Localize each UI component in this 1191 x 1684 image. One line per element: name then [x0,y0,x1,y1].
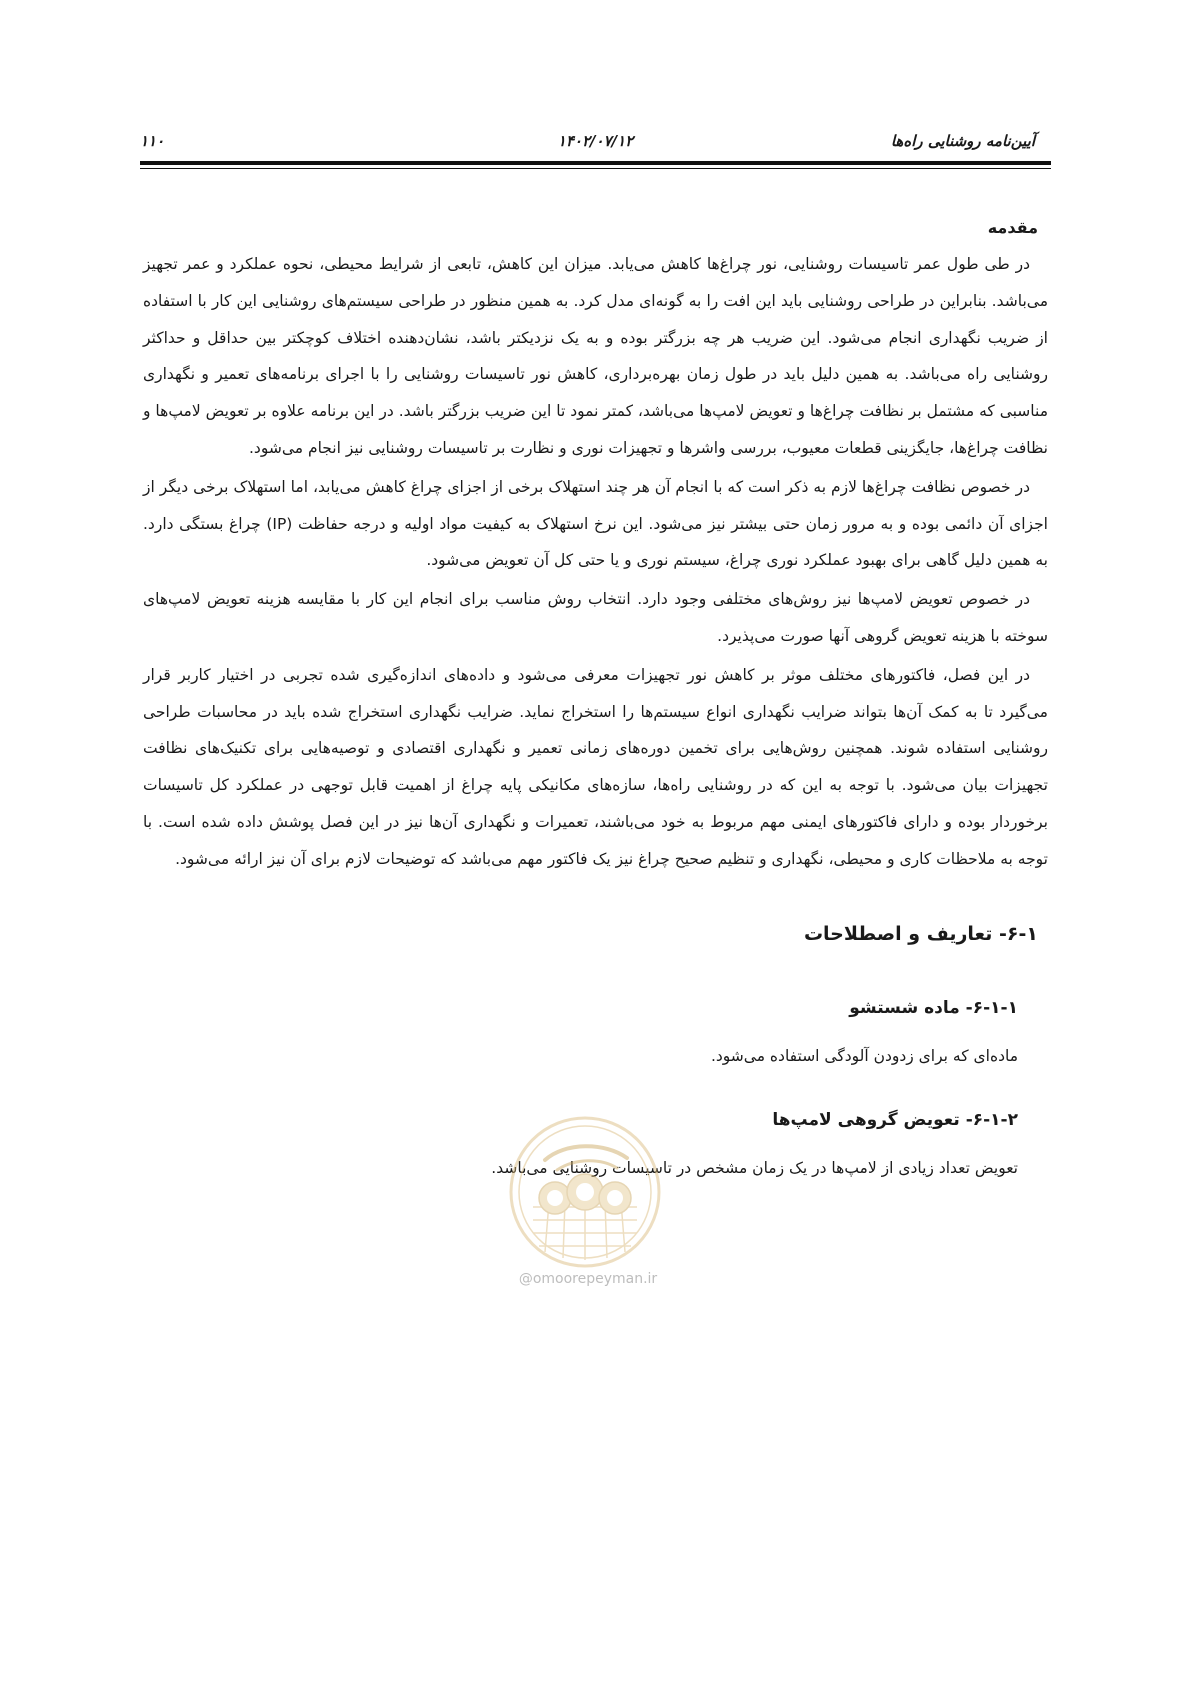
intro-paragraph-4: در این فصل، فاکتورهای مختلف موثر بر کاهش نور تجهیزات معرفی می‌شود و داده‌های اندازه‌گیری شده تجربی در اختیار کاربر قرار می‌گیرد تا به کمک آن‌ها بتواند ضرایب نگهداری انواع سیستم‌ها را استخراج نماید. ضرایب نگهداری استخراج شده باید در محاسبات طراحی روشنایی استفاده شوند. همچنین روش‌هایی برای تخمین دوره‌های زمانی تعمیر و نگهداری اقتصادی و توصیه‌هایی برای تکنیک‌های نظافت تجهیزات بیان می‌شود. با توجه به این که در روشنایی راه‌ها، سازه‌های مکانیکی پایه چراغ از اهمیت قابل توجهی در عملکرد کل تاسیسات برخوردار بوده و دارای فاکتورهای ایمنی مهم مربوط به خود می‌باشند، تعمیرات و نگهداری آن‌ها نیز در این فصل پوشش داده شده است. با توجه به ملاحظات کاری و محیطی، نگهداری و تنظیم صحیح چراغ نیز یک فاکتور مهم می‌باشد که توضیحات لازم برای آن نیز ارائه می‌شود. [143,665,1048,868]
page-number: ۱۱۰ [140,132,165,150]
watermark-seal-icon [505,1112,665,1272]
section-heading: ۶-۱- تعاریف و اصطلاحات [803,922,1038,945]
page-content [143,210,1048,1186]
term-heading: ۶-۱-۲- تعویض گروهی لامپ‌ها [772,1109,1018,1130]
header-rule-thick [140,161,1051,165]
intro-paragraph-1: در طی طول عمر تاسیسات روشنایی، نور چراغ‌ها کاهش می‌یابد. میزان این کاهش، تابعی از شرایط محیطی، نحوه عملکرد و عمر تجهیز می‌باشد. بنابراین در طراحی روشنایی باید این افت را به گونه‌ای مدل کرد. به همین منظور در طراحی سیستم‌های روشنایی این کار با استفاده از ضریب نگهداری انجام می‌شود. این ضریب هر چه بزرگتر بوده و به یک نزدیکتر باشد، نشان‌دهنده اختلاف کوچکتر بین حداقل و حداکثر روشنایی راه می‌باشد. به همین دلیل باید در طول زمان بهره‌برداری، کاهش نور تاسیسات روشنایی را با اجرای برنامه‌های تعمیر و نگهداری مناسبی که مشتمل بر نظافت چراغ‌ها و تعویض لامپ‌ها می‌باشد، کمتر نمود تا این ضریب بزرگتر باشد. در این برنامه علاوه بر تعویض لامپ‌ها و نظافت چراغ‌ها، جایگزینی قطعات معیوب، بررسی واشرها و تجهیزات نوری و نظارت بر تاسیسات روشنایی نیز انجام می‌شود. [143,255,1048,457]
header-title: آیین‌نامه روشنایی راه‌ها [890,132,1035,150]
intro-heading: مقدمه [987,218,1038,237]
watermark-site-text: @omoorepeyman.ir [518,1271,658,1287]
header-rule-thin [140,168,1051,169]
term-heading: ۶-۱-۱- ماده شستشو [849,997,1018,1018]
page-header [140,130,1051,154]
term-definition: ماده‌ای که برای زدودن آلودگی استفاده می‌شود. [710,1046,1018,1065]
intro-paragraph-3: در خصوص تعویض لامپ‌ها نیز روش‌های مختلفی وجود دارد. انتخاب روش مناسب برای انجام این کار با مقایسه هزینه تعویض لامپ‌های سوخته با هزینه تعویض گروهی آنها صورت می‌پذیرد. [143,590,1048,645]
header-date: ۱۴۰۲/۰۷/۱۲ [557,132,634,150]
term-definition: تعویض تعداد زیادی از لامپ‌ها در یک زمان مشخص در تاسیسات روشنایی می‌باشد. [491,1158,1018,1177]
intro-paragraph-2: در خصوص نظافت چراغ‌ها لازم به ذکر است که با انجام آن هر چند استهلاک برخی از اجزای چراغ کاهش می‌یابد، اما استهلاک برخی دیگر از اجزای آن دائمی بوده و به مرور زمان حتی بیشتر نیز می‌شود. این نرخ استهلاک به کیفیت مواد اولیه و درجه حفاظت (IP) چراغ بستگی دارد. به همین دلیل گاهی برای بهبود عملکرد نوری چراغ، سیستم نوری و یا حتی کل آن تعویض می‌شود. [143,477,1048,570]
